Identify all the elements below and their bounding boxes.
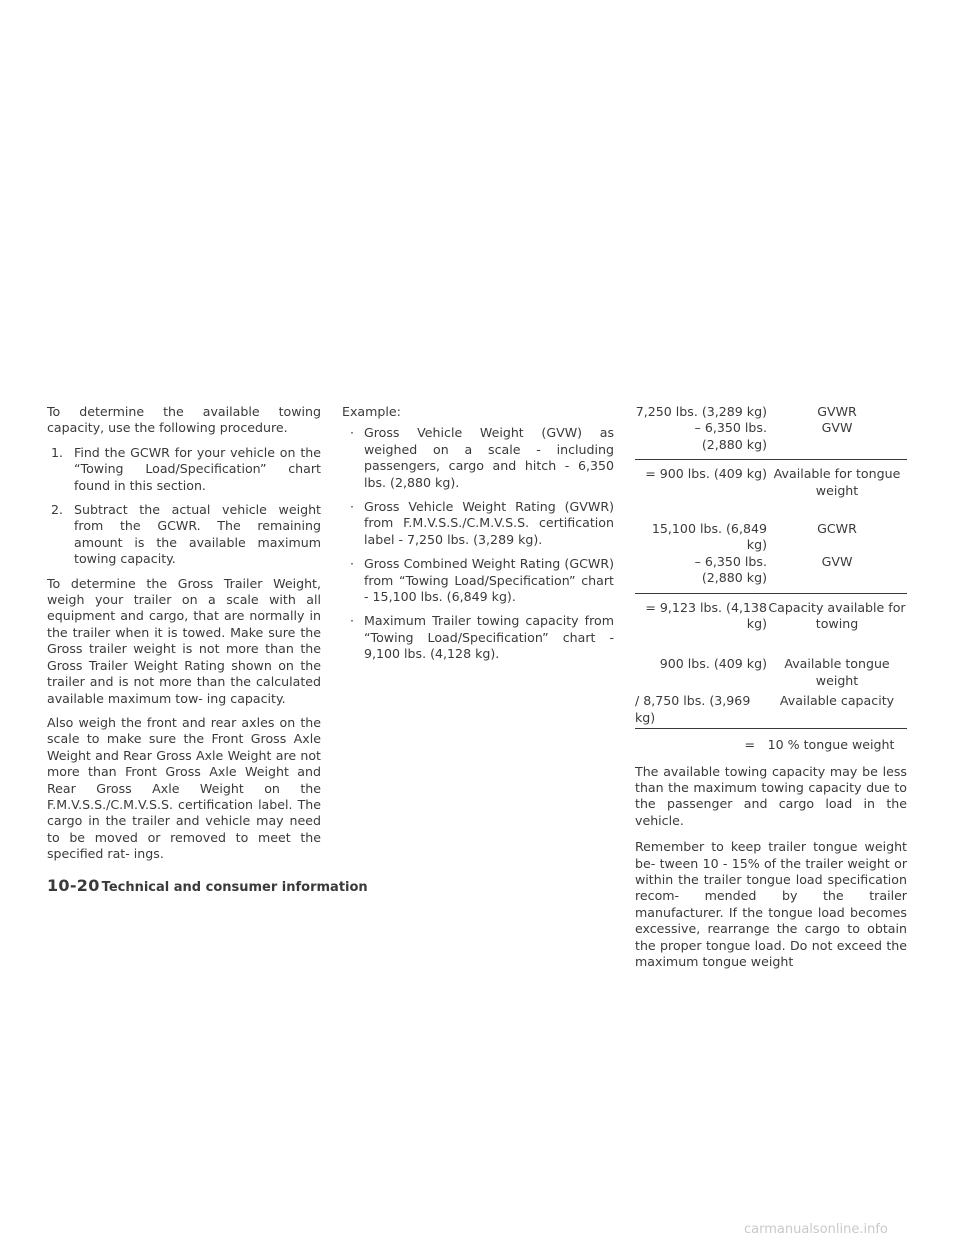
bullet-text: Gross Vehicle Weight (GVW) as weighed on a scale - including passengers, cargo and hitch - 6,350 lbs. (2,880 kg).: [364, 425, 614, 490]
list-number: 2.: [51, 502, 64, 518]
list-text: Subtract the actual vehicle weight from the GCWR. The remaining amount is the available maximum towing capacity.: [74, 502, 321, 567]
calc-value-line: – 6,350 lbs.: [694, 420, 767, 436]
calc-row: [635, 466, 907, 499]
division-rule: [635, 728, 907, 729]
calc-result: = 9,123 lbs. (4,138 kg): [645, 599, 767, 632]
bullet-text: Gross Vehicle Weight Rating (GVWR) from F.M.V.S.S./C.M.V.S.S. certification label - 7,250 lbs. (3,289 kg).: [364, 499, 614, 547]
list-number: 1.: [51, 444, 64, 460]
calc-label-line: Available tongue: [784, 656, 890, 672]
calc-value-line: (2,880 kg): [701, 436, 767, 452]
axle-weight-paragraph: Also weigh the front and rear axles on the scale to make sure the Front Gross Axle Weight and Rear Gross Axle Weight are not more than Front Gross Axle Weight and Rear Gross Axle Weight on the F.M.V.S.S./C.M.V.S.S. certification label. The cargo in the trailer and vehicle may need to be moved or removed to meet the specified rat- ings.: [47, 714, 321, 862]
calc-label: [767, 600, 907, 633]
calc-label: GVW: [821, 553, 853, 569]
watermark: carmanualsonline.info: [744, 1222, 888, 1237]
calc-label: [767, 656, 907, 689]
towing-capacity-note: The available towing capacity may be less than the maximum towing capacity due to the passenger and cargo load in the vehicle.: [635, 763, 907, 828]
calc-row: [635, 521, 907, 554]
bullet-icon: ·: [350, 556, 355, 572]
calc-row: [635, 737, 907, 753]
calc-value-line: (2,880 kg): [701, 570, 767, 586]
list-item: [342, 556, 614, 605]
calculation-block-towing: [635, 521, 907, 632]
calc-label-line: Available for tongue: [773, 466, 901, 482]
procedure-list: [47, 445, 321, 568]
calc-label-line: Capacity available for: [768, 599, 906, 615]
calc-result: = 900 lbs. (409 kg): [645, 466, 767, 482]
calc-result: =: [744, 737, 755, 753]
calc-row: [635, 420, 907, 453]
calculation-block-tongue: [635, 404, 907, 499]
column-left: [47, 404, 321, 871]
bullet-text: Maximum Trailer towing capacity from “Towing Load/Specification” chart - 9,100 lbs. (4,128 kg).: [364, 613, 614, 662]
calc-label-line: weight: [815, 482, 859, 498]
gross-trailer-weight-paragraph: To determine the Gross Trailer Weight, weigh your trailer on a scale with all equipment and cargo, that are normally in the trailer when it is towed. Make sure the Gross trailer weight is not more than the Gross Trailer Weight Rating shown on the trailer and is not more than the calculated available maximum tow- ing capacity.: [47, 575, 321, 706]
subtraction-rule: [635, 459, 907, 460]
calc-value-line: – 6,350 lbs.: [694, 553, 767, 569]
calc-row: [635, 600, 907, 633]
list-text: Find the GCWR for your vehicle on the “Towing Load/Specification” chart found in this section.: [74, 444, 321, 493]
calc-row: [635, 554, 907, 587]
calc-label: 10 % tongue weight: [767, 737, 895, 753]
list-item: [342, 425, 614, 491]
intro-paragraph: To determine the available towing capacity, use the following procedure.: [47, 404, 321, 436]
list-item: [47, 445, 321, 494]
calc-row: [635, 693, 907, 726]
section-title: Technical and consumer information: [101, 880, 368, 895]
bullet-icon: ·: [350, 499, 355, 515]
column-middle: [342, 404, 614, 671]
page-number: 10-20: [47, 876, 100, 895]
calc-label: [767, 466, 907, 499]
bullet-text: Gross Combined Weight Rating (GCWR) from “Towing Load/Specification” chart - 15,100 lbs. (6,849 kg).: [364, 556, 614, 605]
calc-row: [635, 404, 907, 420]
calc-label: GVW: [821, 420, 853, 436]
page-footer: [47, 876, 368, 895]
calc-row: [635, 656, 907, 689]
calc-value: 900 lbs. (409 kg): [659, 656, 767, 672]
calc-value: [635, 420, 767, 453]
list-item: [342, 613, 614, 662]
bullet-icon: ·: [350, 613, 355, 629]
column-right: [635, 404, 907, 978]
example-heading: Example:: [342, 404, 401, 419]
bullet-icon: ·: [350, 425, 355, 441]
subtraction-rule: [635, 593, 907, 594]
calc-label-line: weight: [815, 672, 859, 688]
calc-value: 15,100 lbs. (6,849 kg): [651, 521, 767, 553]
calc-label: GVWR: [817, 404, 857, 419]
calc-value: 7,250 lbs. (3,289 kg): [635, 404, 767, 419]
calc-label: GCWR: [817, 521, 857, 537]
list-item: [342, 499, 614, 548]
calc-label-line: towing: [815, 616, 859, 632]
list-item: [47, 502, 321, 568]
tongue-weight-paragraph: Remember to keep trailer tongue weight be- tween 10 - 15% of the trailer weight or within the trailer tongue load specification recom- mended by the trailer manufacturer. If the tongue load becomes excessive, rearrange the cargo to obtain the proper tongue load. Do not exceed the maximum tongue weight: [635, 839, 907, 969]
calc-value: / 8,750 lbs. (3,969 kg): [635, 693, 751, 725]
calculation-block-percentage: [635, 656, 907, 753]
calc-value: [635, 554, 767, 587]
calc-label: Available capacity: [779, 693, 895, 709]
